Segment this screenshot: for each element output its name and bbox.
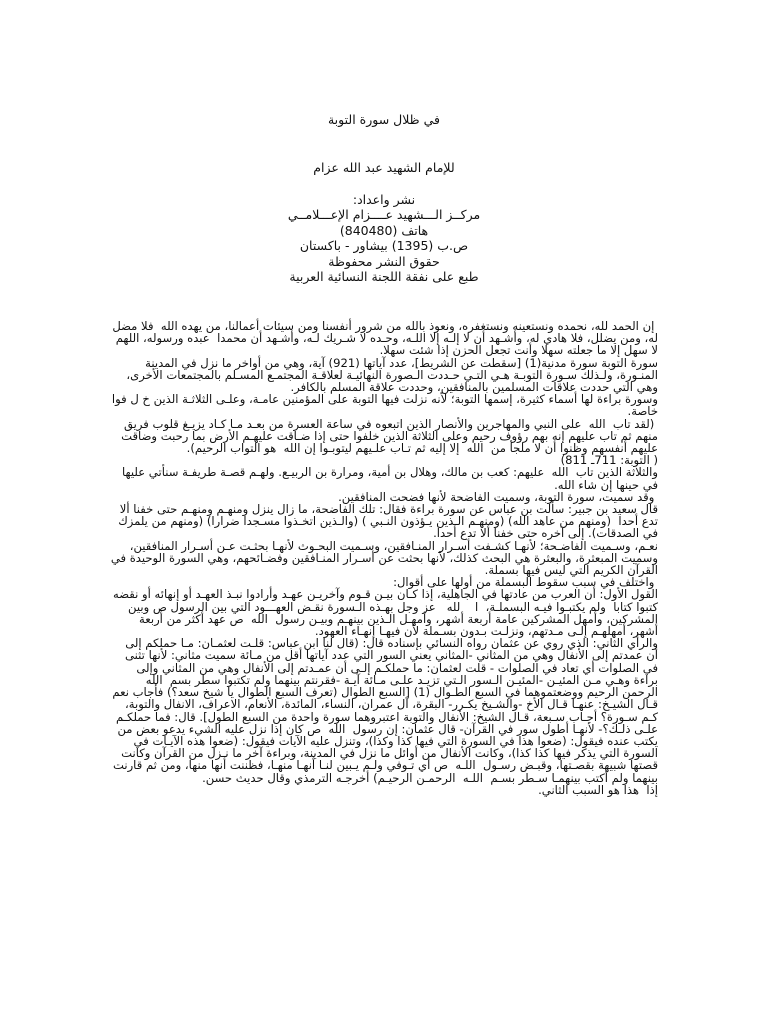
publication-line: ص.ب (1395) بيشاور - باكستان — [299, 238, 469, 254]
paragraph: إذا هذا هو السبب الثاني. — [538, 782, 658, 797]
paragraph: (لقد تاب الله على النبي والمهاجرين والأنصار الذين اتبعوه في ساعة العسرة من بعـد مـا كـاد يزيـغ قلوب فريق منهم ثم تاب عليهم إنه بهم رؤوف رحيم وعلى الثلاثة الذين خلفوا حتى إذا ضـاقت عليهـم الأرض بما رحبت وضاقت عليهم أنفسهم وظنوا أن لا ملجأ من الله إلا إليه ثم تـاب علـيهم ليتوبـوا إن الله هو التواب الرحيم). — [117, 416, 658, 456]
paragraph: قال سعيد بن جبير: سألت بن عباس عن سورة براءة فقال: تلك الفاضحة، ما زال ينزل ومنهـم ومنهـم حتى خفنا ألا تدع أحدا (ومنهم من عاهد الله) (ومنهـم الـذين يـؤذون النـبي ) (والـذين اتخـذوا مسـجدا ضرارا) (ومنهم من يلمزك في الصدقات). إلى آخره حتى خفنا ألا تدع أحدا. — [114, 502, 658, 541]
document-title: في ظلال سورة التوبة — [327, 112, 440, 127]
paragraph: والرأي الثاني: الذي روي عن عثمان رواه النسائي بإسناده قال: (قال لنا ابن عباس: قلـت لعثمـان: مـا حملكم إلى أن عمدتم إلى الأنفال وهي من المثاني -المثاني يعني السور التي عدد آياتها أقل من مـائة سميت مثاني: لأنها تثنى في الصلوات أي تعاد في الصلوات - قلت لعثمان: ما حملكـم إلـى أن عمـدتم إلى الأنفال وهي من المثاني وإلى براءة وهـي مـن المئيـن -المئيـن الـسور الـتي تزيـد علـى مـائة آيـة -فقرنتم بينهما ولم تكتبوا سطر بسم الله الرحمن الرحيم ووضعتموهما في السبع الطـوال (1) [السبع الطوال (تعرف السبع الطوال يا شيخ سعد؟) فأجاب نعم قـال الشيـخ: عنهـا قـال الأخ -والشـيخ يكـرر- البقرة، آل عمران، النساء، المائدة، الأنعام، الاعراف، الانفال والتوبة، كـم سـورة؟ أجـاب سـبعة، قـال الشيخ: الأنفال والتوبة اعتبروهما سورة واحدة من السبع الطول]. قال: فما حملكـم علـى ذلـك؟- لأنهـا أطول سور في القرآن- قال عثمان: إن رسول الله ص كان إذا نزل عليه الشيء يدعو بعض من يكتب عنده فيقول: (ضعوا هذا في السورة التي فيها كذا وكذا)، وتنزل عليه الآيات فيقول: (ضعوا هذه الآيـات في السورة التي يذكر فيها كذا كذا)، وكانت الأنفال من أوائل ما نزل في المدينة، وبراءة آخر ما نـزل من القرآن وكانت قصتها شبيهة بقصـتها، وقبـض رسـول اللـه ص أي تـوفي ولـم يـبين لنـا أنهـا منهـا، فظننت أنها منها، ومن ثم قارنت بينهما ولم أكتب بينهمـا سـطر بسـم اللـه الرحمـن الرحيـم) أخرجـه الترمذي وقال حديث حسن. — [108, 636, 658, 785]
paragraph: إن الحمد لله، نحمده ونستعينه ونستغفره، ونعوذ بالله من شرور أنفسنا ومن سيئات أعمالنا، من يهده الله فلا مضل له، ومن يضلل، فلا هادي له، وأشـهد أن لا إلـه إلا اللـه، وحـده لا شـريك لـه، وأشـهد أن محمدا عبده ورسوله، اللهم لا سهل إلا ما جعلته سهلا وأنت تجعل الحزن إذا شئت سهلا. — [108, 319, 658, 358]
paragraph: ( التوبة: 711ـ 811) — [560, 453, 658, 468]
author-line: للإمام الشهيد عبد الله عزام — [313, 160, 455, 175]
paragraph: نعـم، وسـميت الفاضـحة؛ لأنهـا كشـفت أسـرار المنـافقين، وسـميت البحـوث لأنهـا بحثـت عـن أسـرار المنافقين، وسميت المبعثرة، والبعثرة هي البحث كذلك، لأنها بحثت عن أسـرار المنـافقين وفضـائحهم، وهي السورة الوحيدة في القرآن الكريم التي ليس فيها بسملة. — [107, 538, 658, 578]
publication-line: حقوق النشر محفوظة — [328, 253, 440, 269]
publication-line: هاتف (840480) — [339, 222, 429, 238]
paragraph: والثلاثة الذين تاب الله عليهم: كعب بن مالك، وهلال بن أمية، ومرارة بن الربيـع. ولهـم قصـة طريفـة سنأتي عليها في حينها إن شاء الله. — [118, 465, 658, 492]
paragraph: وسورة براءة لها أسماء كثيرة، إسمها التوبة؛ لأنه نزلت فيها التوبة على المؤمنين عامـة، وعلـى الثلاثـة الذين خ ل فوا خاصة. — [108, 392, 658, 419]
paragraph: وقد سميت، سورة التوبة، وسميت الفاضحة لأنها فضحت المنافقين. — [338, 489, 658, 504]
publication-line: نشر واعداد: — [352, 192, 416, 207]
publication-line: مركــز الـــشهيد عــــزام الإعـــلامــي — [287, 207, 481, 223]
paragraph: القول الأول: أن العرب من عادتها في الجاهلية، إذا كـان بيـن قـوم وآخريـن عهـد وأرادوا نبـذ العهـد أو إنهائه أو نقضه كتبوا كتابا ولم يكتبـوا فيـه البسملـة، ا لله عز وجل بهـذه الـسورة نقـض العهـــود التي بين الرسول ص وبين المشركين، وأمهل المشركين عامة أربعة أشهر، وأمهـل الـذين بينهـم وبيـن رسول الله ص عهد أكثر من أربعة أشهر، أمهلهـم إلـى مـدتهم، ونزلـت بـدون بسـملة لأن فيهـا إنهـاء العهود. — [109, 587, 658, 639]
publication-info — [0, 192, 768, 284]
body-text — [107, 319, 658, 797]
paragraph: سورة التوبة سورة مدنية(1) [سقطت عن الشريط]، عدد آياتها (921) آية، وهي من أواخر ما نزل في المدينة المنـورة، ولـذلك سـورة التوبـة هـي التـي حـددت الـصورة النهائيـة لعلاقـة المجتمـع المسـلم بالمجتمعات الأخرى، وهي التي حددت علاقات المسلمين بالمنافقين، وحددت علاقة المسلم بالكافر. — [122, 355, 658, 395]
publication-line: طبع على نفقة اللجنة النسائية العربية — [289, 269, 479, 285]
paragraph: واختلف في سبب سقوط البسملة من أولها على أقوال: — [393, 575, 658, 590]
